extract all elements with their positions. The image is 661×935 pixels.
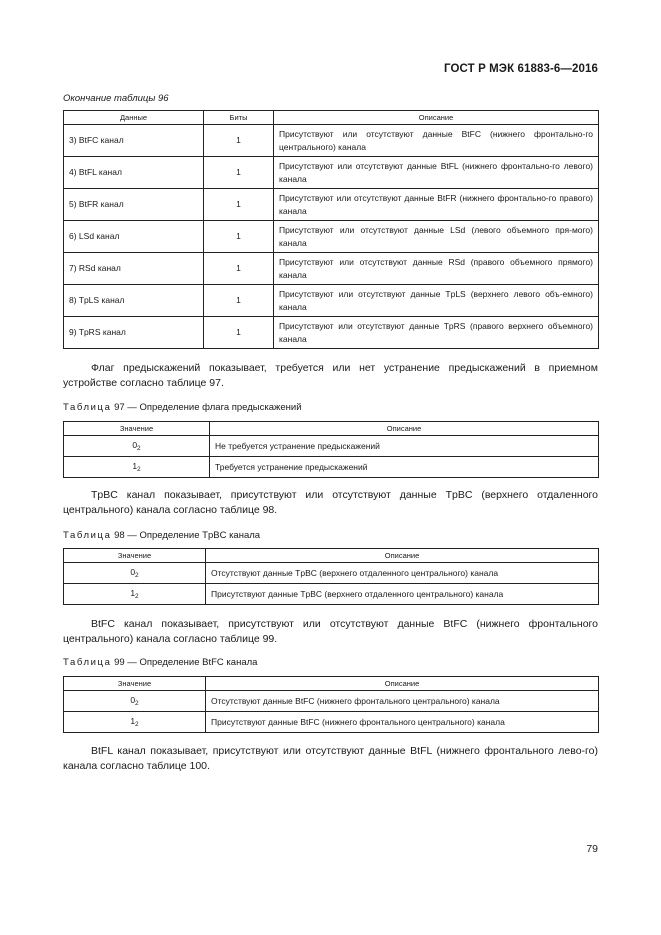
table-word: Таблица <box>63 530 112 541</box>
page-number: 79 <box>586 843 598 855</box>
table-row <box>64 189 599 221</box>
column-header-value: Значение <box>64 549 206 563</box>
cell-bits: 1 <box>204 221 274 253</box>
cell-bits: 1 <box>204 157 274 189</box>
table-row <box>64 563 599 584</box>
cell-description: Отсутствуют данные BtFC (нижнего фронтального центрального) канала <box>206 691 599 712</box>
table-97-caption <box>63 402 302 413</box>
cell-value: $0_2$ <box>64 436 210 457</box>
table-row <box>64 157 599 189</box>
table-96-continuation-caption: Окончание таблицы 96 <box>63 93 169 104</box>
cell-data: 7) RSd канал <box>64 253 204 285</box>
table-row <box>64 285 599 317</box>
column-header-description: Описание <box>206 677 599 691</box>
cell-description: Присутствуют данные BtFC (нижнего фронтального центрального) канала <box>206 712 599 733</box>
cell-description: Присутствуют или отсутствуют данные TpLS (верхнего левого объ-емного) канала <box>274 285 599 317</box>
paragraph-btfl-channel: BtFL канал показывает, присутствуют или отсутствуют данные BtFL (нижнего фронтального лево-го) канала согласно таблице 100. <box>63 745 598 772</box>
table-row <box>64 584 599 605</box>
table-word: Таблица <box>63 402 112 413</box>
table-row <box>64 691 599 712</box>
cell-value: $1_2$ <box>64 712 206 733</box>
table-98-caption <box>63 530 260 541</box>
cell-bits: 1 <box>204 125 274 157</box>
cell-description: Не требуется устранение предыскажений <box>210 436 599 457</box>
table-99-caption <box>63 657 257 668</box>
table-title: 99 — Определение BtFC канала <box>114 657 258 668</box>
column-header-data: Данные <box>64 111 204 125</box>
cell-data: 5) BtFR канал <box>64 189 204 221</box>
cell-value: $0_2$ <box>64 563 206 584</box>
table-row <box>64 317 599 349</box>
table-97 <box>63 421 599 478</box>
cell-description: Присутствуют или отсутствуют данные BtFR (нижнего фронтально-го правого) канала <box>274 189 599 221</box>
column-header-bits: Биты <box>204 111 274 125</box>
cell-description: Присутствуют данные TpBC (верхнего отдаленного центрального) канала <box>206 584 599 605</box>
table-row <box>64 253 599 285</box>
cell-description: Отсутствуют данные TpBC (верхнего отдаленного центрального) канала <box>206 563 599 584</box>
cell-bits: 1 <box>204 285 274 317</box>
column-header-value: Значение <box>64 677 206 691</box>
cell-data: 8) TpLS канал <box>64 285 204 317</box>
table-row <box>64 125 599 157</box>
table-96 <box>63 110 599 349</box>
cell-description: Присутствуют или отсутствуют данные BtFC (нижнего фронтально-го центрального) канала <box>274 125 599 157</box>
table-row <box>64 221 599 253</box>
cell-data: 9) TpRS канал <box>64 317 204 349</box>
column-header-description: Описание <box>210 422 599 436</box>
table-99 <box>63 676 599 733</box>
paragraph-btfc-channel: BtFC канал показывает, присутствуют или отсутствуют данные BtFC (нижнего фронтального центрального) канала согласно таблице 99. <box>63 618 598 645</box>
cell-description: Требуется устранение предыскажений <box>210 457 599 478</box>
column-header-description: Описание <box>206 549 599 563</box>
cell-description: Присутствуют или отсутствуют данные LSd (левого объемного пря-мого) канала <box>274 221 599 253</box>
table-word: Таблица <box>63 657 112 668</box>
document-header: ГОСТ Р МЭК 61883-6—2016 <box>444 63 598 75</box>
table-row <box>64 457 599 478</box>
cell-description: Присутствуют или отсутствуют данные TpRS (правого верхнего объемного) канала <box>274 317 599 349</box>
cell-data: 4) BtFL канал <box>64 157 204 189</box>
cell-bits: 1 <box>204 253 274 285</box>
paragraph-tpbc-channel: TpBC канал показывает, присутствуют или отсутствуют данные TpBC (верхнего отдаленного центрального) канала согласно таблице 98. <box>63 489 598 516</box>
column-header-value: Значение <box>64 422 210 436</box>
table-title: 98 — Определение TpBC канала <box>114 530 261 541</box>
cell-value: $1_2$ <box>64 457 210 478</box>
table-98 <box>63 548 599 605</box>
cell-value: $0_2$ <box>64 691 206 712</box>
table-row <box>64 436 599 457</box>
column-header-description: Описание <box>274 111 599 125</box>
cell-data: 6) LSd канал <box>64 221 204 253</box>
table-row <box>64 712 599 733</box>
paragraph-preemphasis-flag: Флаг предыскажений показывает, требуется или нет устранение предыскажений в приемном устройстве согласно таблице 97. <box>63 362 598 389</box>
cell-value: $1_2$ <box>64 584 206 605</box>
table-title: 97 — Определение флага предыскажений <box>114 402 302 413</box>
cell-description: Присутствуют или отсутствуют данные RSd (правого объемного прямого) канала <box>274 253 599 285</box>
cell-bits: 1 <box>204 189 274 221</box>
cell-description: Присутствуют или отсутствуют данные BtFL (нижнего фронтально-го левого) канала <box>274 157 599 189</box>
cell-bits: 1 <box>204 317 274 349</box>
cell-data: 3) BtFC канал <box>64 125 204 157</box>
